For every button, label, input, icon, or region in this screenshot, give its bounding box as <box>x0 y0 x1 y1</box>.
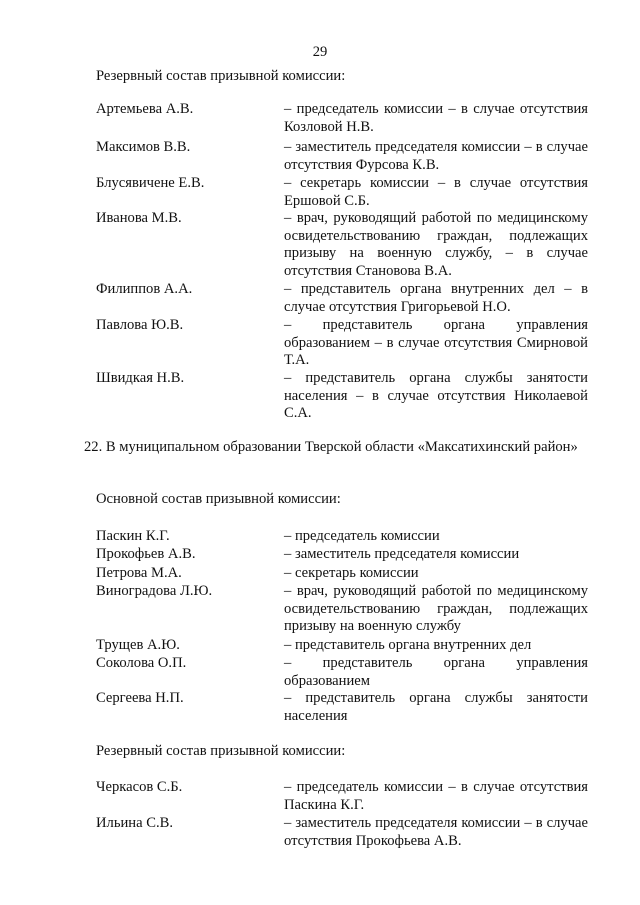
member-name: Ильина С.В. <box>96 815 173 831</box>
member-name: Черкасов С.Б. <box>96 779 183 795</box>
member-name: Максимов В.В. <box>96 139 191 155</box>
member-role: – секретарь комиссии – в случае отсутствия Ершовой С.Б. <box>284 175 588 209</box>
member-role: – заместитель председателя комиссии <box>284 546 520 562</box>
main-heading-22: Основной состав призывной комиссии: <box>96 491 341 507</box>
member-role: – представитель органа внутренних дел – в случае отсутствия Григорьевой Н.О. <box>284 281 588 315</box>
member-role: – представитель органа управления образованием – в случае отсутствия Смирновой Т.А. <box>284 317 588 368</box>
member-role: – заместитель председателя комиссии – в случае отсутствия Прокофьева А.В. <box>284 815 588 849</box>
reserve-heading-1: Резервный состав призывной комиссии: <box>96 68 346 84</box>
member-role: – представитель органа управления образованием <box>284 655 588 689</box>
member-name: Сергеева Н.П. <box>96 690 184 706</box>
member-name: Иванова М.В. <box>96 210 182 226</box>
member-name: Петрова М.А. <box>96 565 182 581</box>
member-role: – секретарь комиссии <box>284 565 419 581</box>
member-name: Павлова Ю.В. <box>96 317 184 333</box>
member-name: Соколова О.П. <box>96 655 187 671</box>
member-role: – председатель комиссии – в случае отсутствия Паскина К.Г. <box>284 779 588 813</box>
member-role: – представитель органа внутренних дел <box>284 637 532 653</box>
page-number: 29 <box>312 44 328 60</box>
member-name: Трущев А.Ю. <box>96 637 180 653</box>
member-name: Артемьева А.В. <box>96 101 194 117</box>
member-role: – врач, руководящий работой по медицинскому освидетельствованию граждан, подлежащих призыву на военную службу, – в случае отсутствия Становова В.А. <box>284 210 588 279</box>
paragraph-22: 22. В муниципальном образовании Тверской области «Максатихинский район» <box>84 439 578 455</box>
member-name: Прокофьев А.В. <box>96 546 196 562</box>
member-name: Паскин К.Г. <box>96 528 170 544</box>
member-role: – врач, руководящий работой по медицинскому освидетельствованию граждан, подлежащих призыву на военную службу <box>284 583 588 634</box>
reserve-heading-22: Резервный состав призывной комиссии: <box>96 743 346 759</box>
member-role: – представитель органа службы занятости населения – в случае отсутствия Николаевой С.А. <box>284 370 588 421</box>
member-name: Швидкая Н.В. <box>96 370 185 386</box>
member-role: – председатель комиссии <box>284 528 440 544</box>
member-name: Филиппов А.А. <box>96 281 193 297</box>
member-name: Виноградова Л.Ю. <box>96 583 213 599</box>
member-role: – представитель органа службы занятости населения <box>284 690 588 724</box>
member-name: Блусявичене Е.В. <box>96 175 205 191</box>
member-role: – заместитель председателя комиссии – в случае отсутствия Фурсова К.В. <box>284 139 588 173</box>
member-role: – председатель комиссии – в случае отсутствия Козловой Н.В. <box>284 101 588 135</box>
